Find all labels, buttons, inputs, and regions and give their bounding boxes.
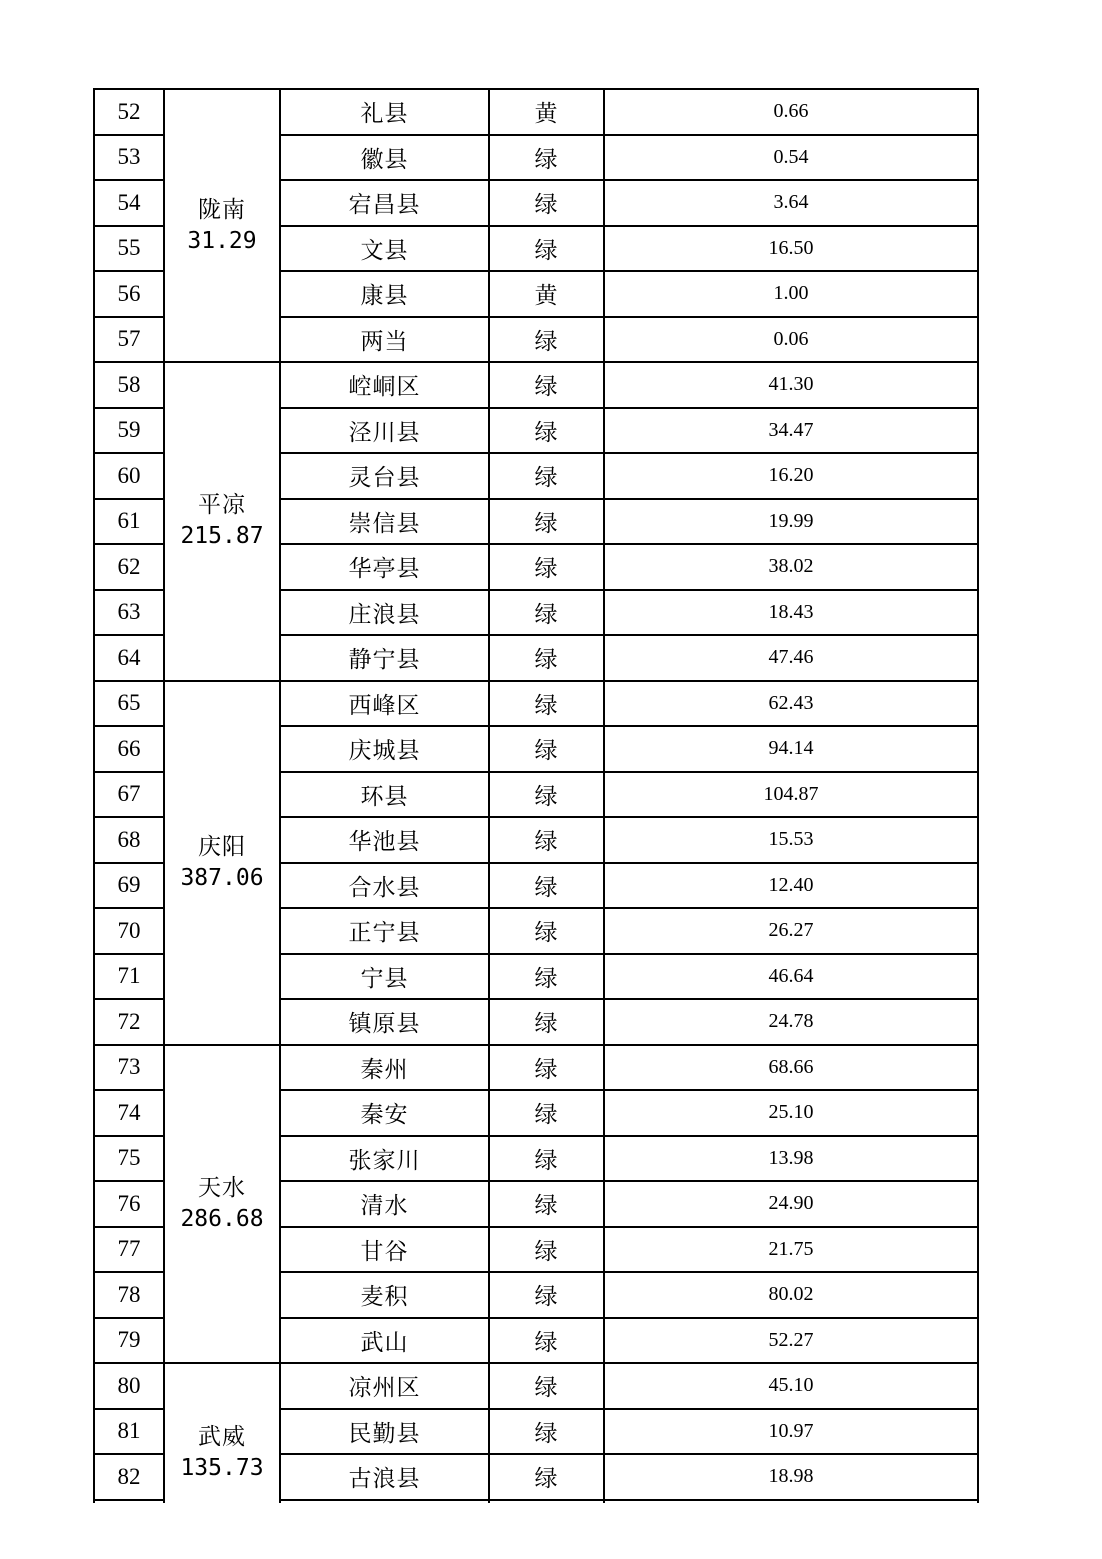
status-color: 绿 <box>534 692 559 719</box>
status-color: 绿 <box>534 328 559 355</box>
county-name: 民勤县 <box>348 1420 421 1447</box>
city-cell <box>164 1173 280 1235</box>
status-color: 绿 <box>534 556 559 583</box>
value: 47.46 <box>768 646 814 669</box>
row-number: 65 <box>117 690 141 716</box>
status-color: 绿 <box>534 1193 559 1220</box>
value: 12.40 <box>768 873 814 896</box>
value: 21.75 <box>768 1237 814 1260</box>
value: 68.66 <box>768 1055 814 1078</box>
county-name: 崆峒区 <box>348 374 421 401</box>
status-color: 绿 <box>534 1147 559 1174</box>
county-name: 华亭县 <box>348 556 421 583</box>
value: 52.27 <box>768 1328 814 1351</box>
value: 15.53 <box>768 828 814 851</box>
value: 13.98 <box>768 1146 814 1169</box>
value: 19.99 <box>768 509 814 532</box>
status-color: 黄 <box>534 101 559 128</box>
county-name: 徽县 <box>360 146 409 173</box>
row-number: 58 <box>117 371 141 397</box>
row-number: 60 <box>117 462 141 488</box>
city-total: 387.06 <box>180 864 264 891</box>
county-name: 庄浪县 <box>348 601 421 628</box>
city-name: 天水 <box>198 1174 246 1201</box>
county-name: 清水 <box>360 1193 409 1220</box>
county-name: 镇原县 <box>348 1011 421 1038</box>
status-color: 绿 <box>534 783 559 810</box>
status-color: 绿 <box>534 829 559 856</box>
county-name: 礼县 <box>360 101 409 128</box>
status-color: 绿 <box>534 920 559 947</box>
row-number: 52 <box>117 98 141 124</box>
county-name: 宕昌县 <box>348 192 421 219</box>
county-name: 康县 <box>360 283 409 310</box>
city-name: 庆阳 <box>198 833 246 860</box>
value: 46.64 <box>768 964 814 987</box>
row-number: 61 <box>117 508 141 534</box>
value: 3.64 <box>773 191 809 214</box>
city-total: 31.29 <box>187 227 257 254</box>
row-number: 62 <box>117 553 141 579</box>
row-number: 80 <box>117 1372 141 1398</box>
status-color: 绿 <box>534 647 559 674</box>
group-rule <box>163 680 281 682</box>
status-color: 绿 <box>534 1284 559 1311</box>
value: 10.97 <box>768 1419 814 1442</box>
county-name: 秦州 <box>360 1056 409 1083</box>
county-name: 文县 <box>360 237 409 264</box>
status-color: 绿 <box>534 510 559 537</box>
county-name: 静宁县 <box>348 647 421 674</box>
value: 24.90 <box>768 1192 814 1215</box>
county-name: 合水县 <box>348 874 421 901</box>
value: 38.02 <box>768 555 814 578</box>
row-number: 63 <box>117 599 141 625</box>
row-number: 59 <box>117 417 141 443</box>
row-rule <box>279 1499 979 1501</box>
city-total: 135.73 <box>180 1455 264 1482</box>
county-name: 环县 <box>360 783 409 810</box>
status-color: 绿 <box>534 874 559 901</box>
county-name: 麦积 <box>360 1284 409 1311</box>
status-color: 绿 <box>534 1056 559 1083</box>
value: 45.10 <box>768 1374 814 1397</box>
row-rule <box>93 1499 165 1501</box>
county-name: 西峰区 <box>348 692 421 719</box>
row-number: 81 <box>117 1418 141 1444</box>
status-color: 绿 <box>534 601 559 628</box>
value: 18.98 <box>768 1465 814 1488</box>
status-color: 绿 <box>534 1420 559 1447</box>
city-cell <box>164 490 280 552</box>
status-color: 绿 <box>534 1375 559 1402</box>
group-rule <box>163 1362 281 1364</box>
value: 26.27 <box>768 919 814 942</box>
row-number: 74 <box>117 1099 141 1125</box>
value: 25.10 <box>768 1101 814 1124</box>
city-cell <box>164 1422 280 1484</box>
city-total: 286.68 <box>180 1205 264 1232</box>
row-number: 82 <box>117 1463 141 1489</box>
status-color: 绿 <box>534 1011 559 1038</box>
row-number: 71 <box>117 963 141 989</box>
county-name: 秦安 <box>360 1102 409 1129</box>
value: 104.87 <box>763 782 819 805</box>
city-name: 陇南 <box>198 196 246 223</box>
value: 1.00 <box>773 282 809 305</box>
row-number: 78 <box>117 1281 141 1307</box>
row-number: 77 <box>117 1236 141 1262</box>
group-rule <box>163 361 281 363</box>
row-number: 70 <box>117 917 141 943</box>
county-name: 两当 <box>360 328 409 355</box>
row-number: 64 <box>117 644 141 670</box>
city-total: 215.87 <box>180 523 264 550</box>
county-name: 庆城县 <box>348 738 421 765</box>
group-rule <box>163 1044 281 1046</box>
status-color: 绿 <box>534 965 559 992</box>
status-color: 黄 <box>534 283 559 310</box>
value: 94.14 <box>768 737 814 760</box>
row-number: 55 <box>117 235 141 261</box>
county-name: 泾川县 <box>348 419 421 446</box>
status-color: 绿 <box>534 738 559 765</box>
row-number: 56 <box>117 280 141 306</box>
value: 24.78 <box>768 1010 814 1033</box>
city-name: 武威 <box>198 1424 246 1451</box>
county-name: 宁县 <box>360 965 409 992</box>
row-number: 72 <box>117 1008 141 1034</box>
county-name: 华池县 <box>348 829 421 856</box>
city-cell <box>164 195 280 257</box>
status-color: 绿 <box>534 374 559 401</box>
status-color: 绿 <box>534 1238 559 1265</box>
status-color: 绿 <box>534 237 559 264</box>
value: 0.06 <box>773 327 809 350</box>
value: 0.66 <box>773 100 809 123</box>
value: 34.47 <box>768 418 814 441</box>
county-name: 甘谷 <box>360 1238 409 1265</box>
value: 16.20 <box>768 464 814 487</box>
value: 80.02 <box>768 1283 814 1306</box>
status-color: 绿 <box>534 1329 559 1356</box>
county-name: 张家川 <box>348 1147 421 1174</box>
row-number: 76 <box>117 1190 141 1216</box>
status-color: 绿 <box>534 192 559 219</box>
county-name: 武山 <box>360 1329 409 1356</box>
value: 62.43 <box>768 691 814 714</box>
value: 16.50 <box>768 236 814 259</box>
city-cell <box>164 832 280 894</box>
county-name: 凉州区 <box>348 1375 421 1402</box>
row-number: 53 <box>117 144 141 170</box>
status-color: 绿 <box>534 1466 559 1493</box>
county-name: 正宁县 <box>348 920 421 947</box>
value: 18.43 <box>768 600 814 623</box>
row-number: 73 <box>117 1054 141 1080</box>
county-name: 灵台县 <box>348 465 421 492</box>
city-name: 平凉 <box>198 492 246 519</box>
status-color: 绿 <box>534 465 559 492</box>
row-number: 69 <box>117 872 141 898</box>
county-name: 崇信县 <box>348 510 421 537</box>
county-name: 古浪县 <box>348 1466 421 1493</box>
status-color: 绿 <box>534 1102 559 1129</box>
row-number: 57 <box>117 326 141 352</box>
value: 0.54 <box>773 145 809 168</box>
status-color: 绿 <box>534 419 559 446</box>
row-number: 68 <box>117 826 141 852</box>
row-number: 67 <box>117 781 141 807</box>
row-number: 75 <box>117 1145 141 1171</box>
row-number: 54 <box>117 189 141 215</box>
value: 41.30 <box>768 373 814 396</box>
row-number: 79 <box>117 1327 141 1353</box>
status-color: 绿 <box>534 146 559 173</box>
row-number: 66 <box>117 735 141 761</box>
